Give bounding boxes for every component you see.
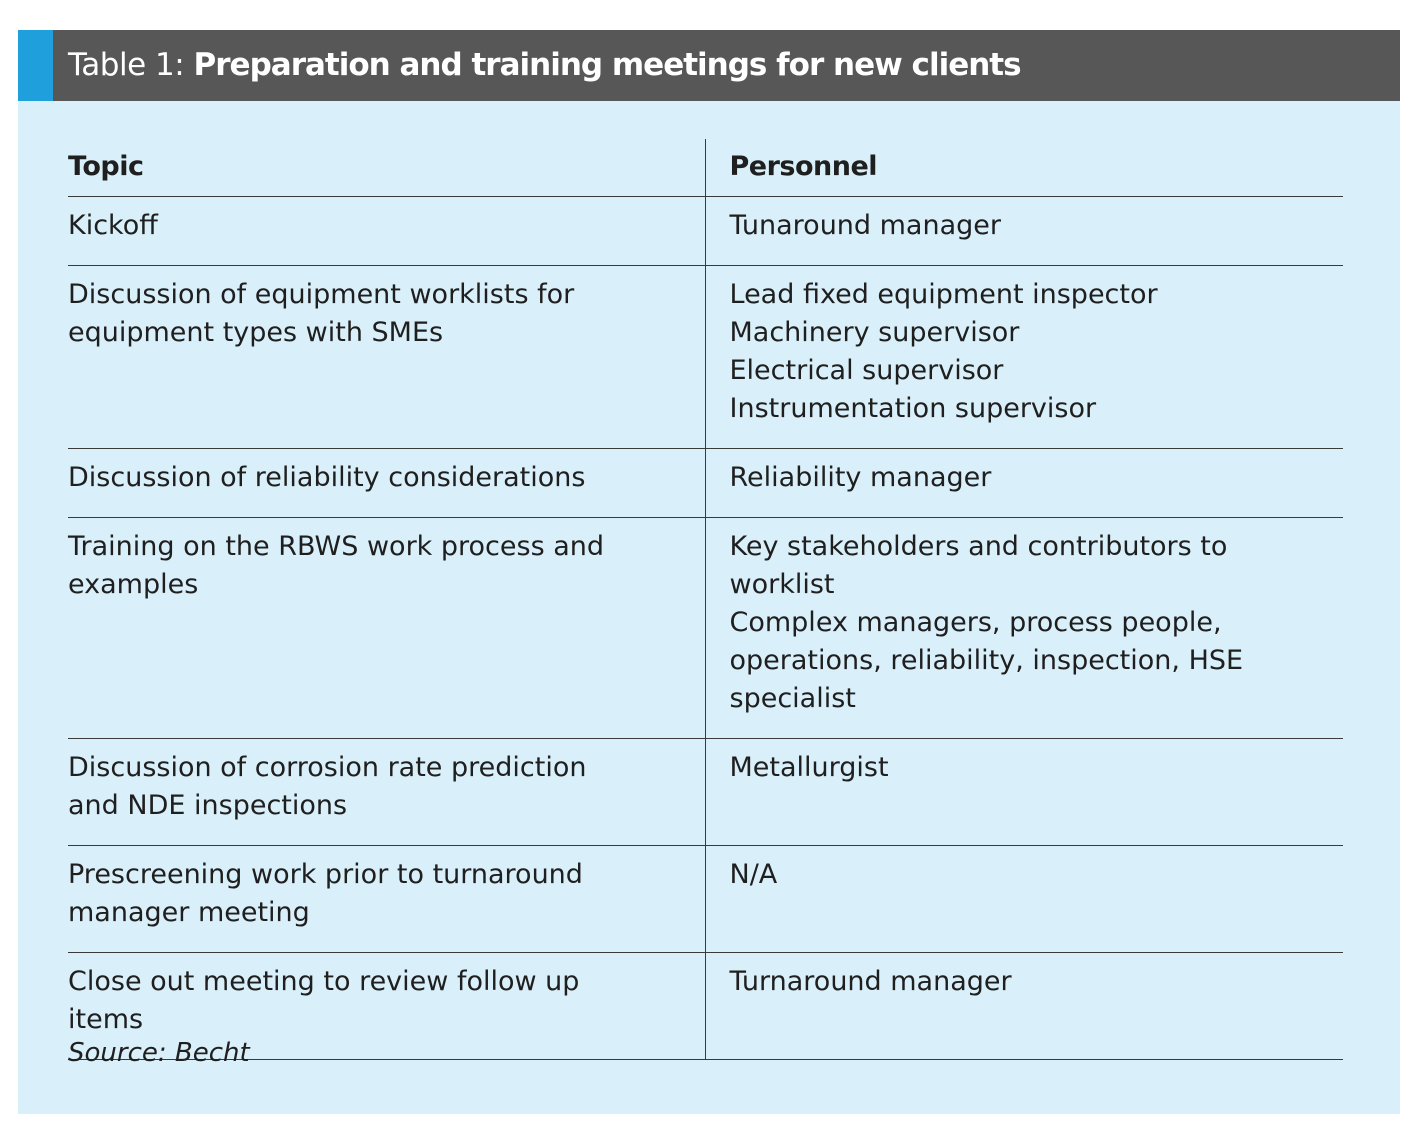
personnel-cell-line: operations, reliability, inspection, HSE [729,645,1244,676]
topic-cell-line: Training on the RBWS work process and [68,531,605,562]
personnel-cell [705,197,1343,266]
topic-cell [68,197,705,266]
table-row [68,266,1343,449]
topic-cell-line: Discussion of equipment worklists for [68,279,575,310]
table-row [68,739,1343,846]
topic-cell [68,846,705,953]
topic-cell-line: Kickoff [68,210,158,241]
personnel-cell-line: Turnaround manager [729,966,1012,997]
personnel-cell [705,846,1343,953]
topic-cell-line: examples [68,569,199,600]
topic-cell-line: equipment types with SMEs [68,317,444,348]
personnel-cell [705,518,1343,739]
table-header-row [68,139,1343,197]
personnel-cell-line: worklist [729,569,835,600]
personnel-cell-line: Metallurgist [729,752,889,783]
personnel-cell-line: N/A [729,859,778,890]
personnel-cell-line: Electrical supervisor [729,355,1004,386]
personnel-cell [705,266,1343,449]
personnel-cell-line: Reliability manager [729,462,992,493]
table-row [68,953,1343,1060]
topic-cell-line: items [68,1004,144,1035]
column-header-topic: Topic [68,139,705,197]
table-row [68,449,1343,518]
table-body [68,197,1343,1060]
topic-cell-line: and NDE inspections [68,790,348,821]
topic-cell [68,518,705,739]
personnel-cell-line: Lead fixed equipment inspector [729,279,1158,310]
title-bar [18,30,1400,101]
source-note: Source: Becht [68,1038,250,1068]
table-title [68,30,1021,101]
topic-cell [68,449,705,518]
meetings-table [68,139,1343,1060]
topic-cell [68,266,705,449]
topic-cell [68,739,705,846]
topic-cell-line: Prescreening work prior to turnaround [68,859,583,890]
table-card [18,30,1400,1114]
table-row [68,197,1343,266]
table-title-main: Preparation and training meetings for new clients [193,47,1021,83]
personnel-cell-line: Tunaround manager [729,210,1001,241]
topic-cell-line: manager meeting [68,897,310,928]
personnel-cell-line: Instrumentation supervisor [729,393,1097,424]
personnel-cell-line: Complex managers, process people, [729,607,1222,638]
personnel-cell [705,449,1343,518]
personnel-cell-line: Machinery supervisor [729,317,1020,348]
topic-cell-line: Close out meeting to review follow up [68,966,580,997]
table-title-prefix: Table 1: [68,47,194,83]
column-header-personnel: Personnel [705,139,1343,197]
topic-cell-line: Discussion of corrosion rate prediction [68,752,587,783]
title-accent-block [18,30,53,101]
personnel-cell-line: Key stakeholders and contributors to [729,531,1228,562]
personnel-cell [705,739,1343,846]
personnel-cell [705,953,1343,1060]
personnel-cell-line: specialist [729,683,856,714]
topic-cell-line: Discussion of reliability considerations [68,462,586,493]
table-row [68,518,1343,739]
table-row [68,846,1343,953]
